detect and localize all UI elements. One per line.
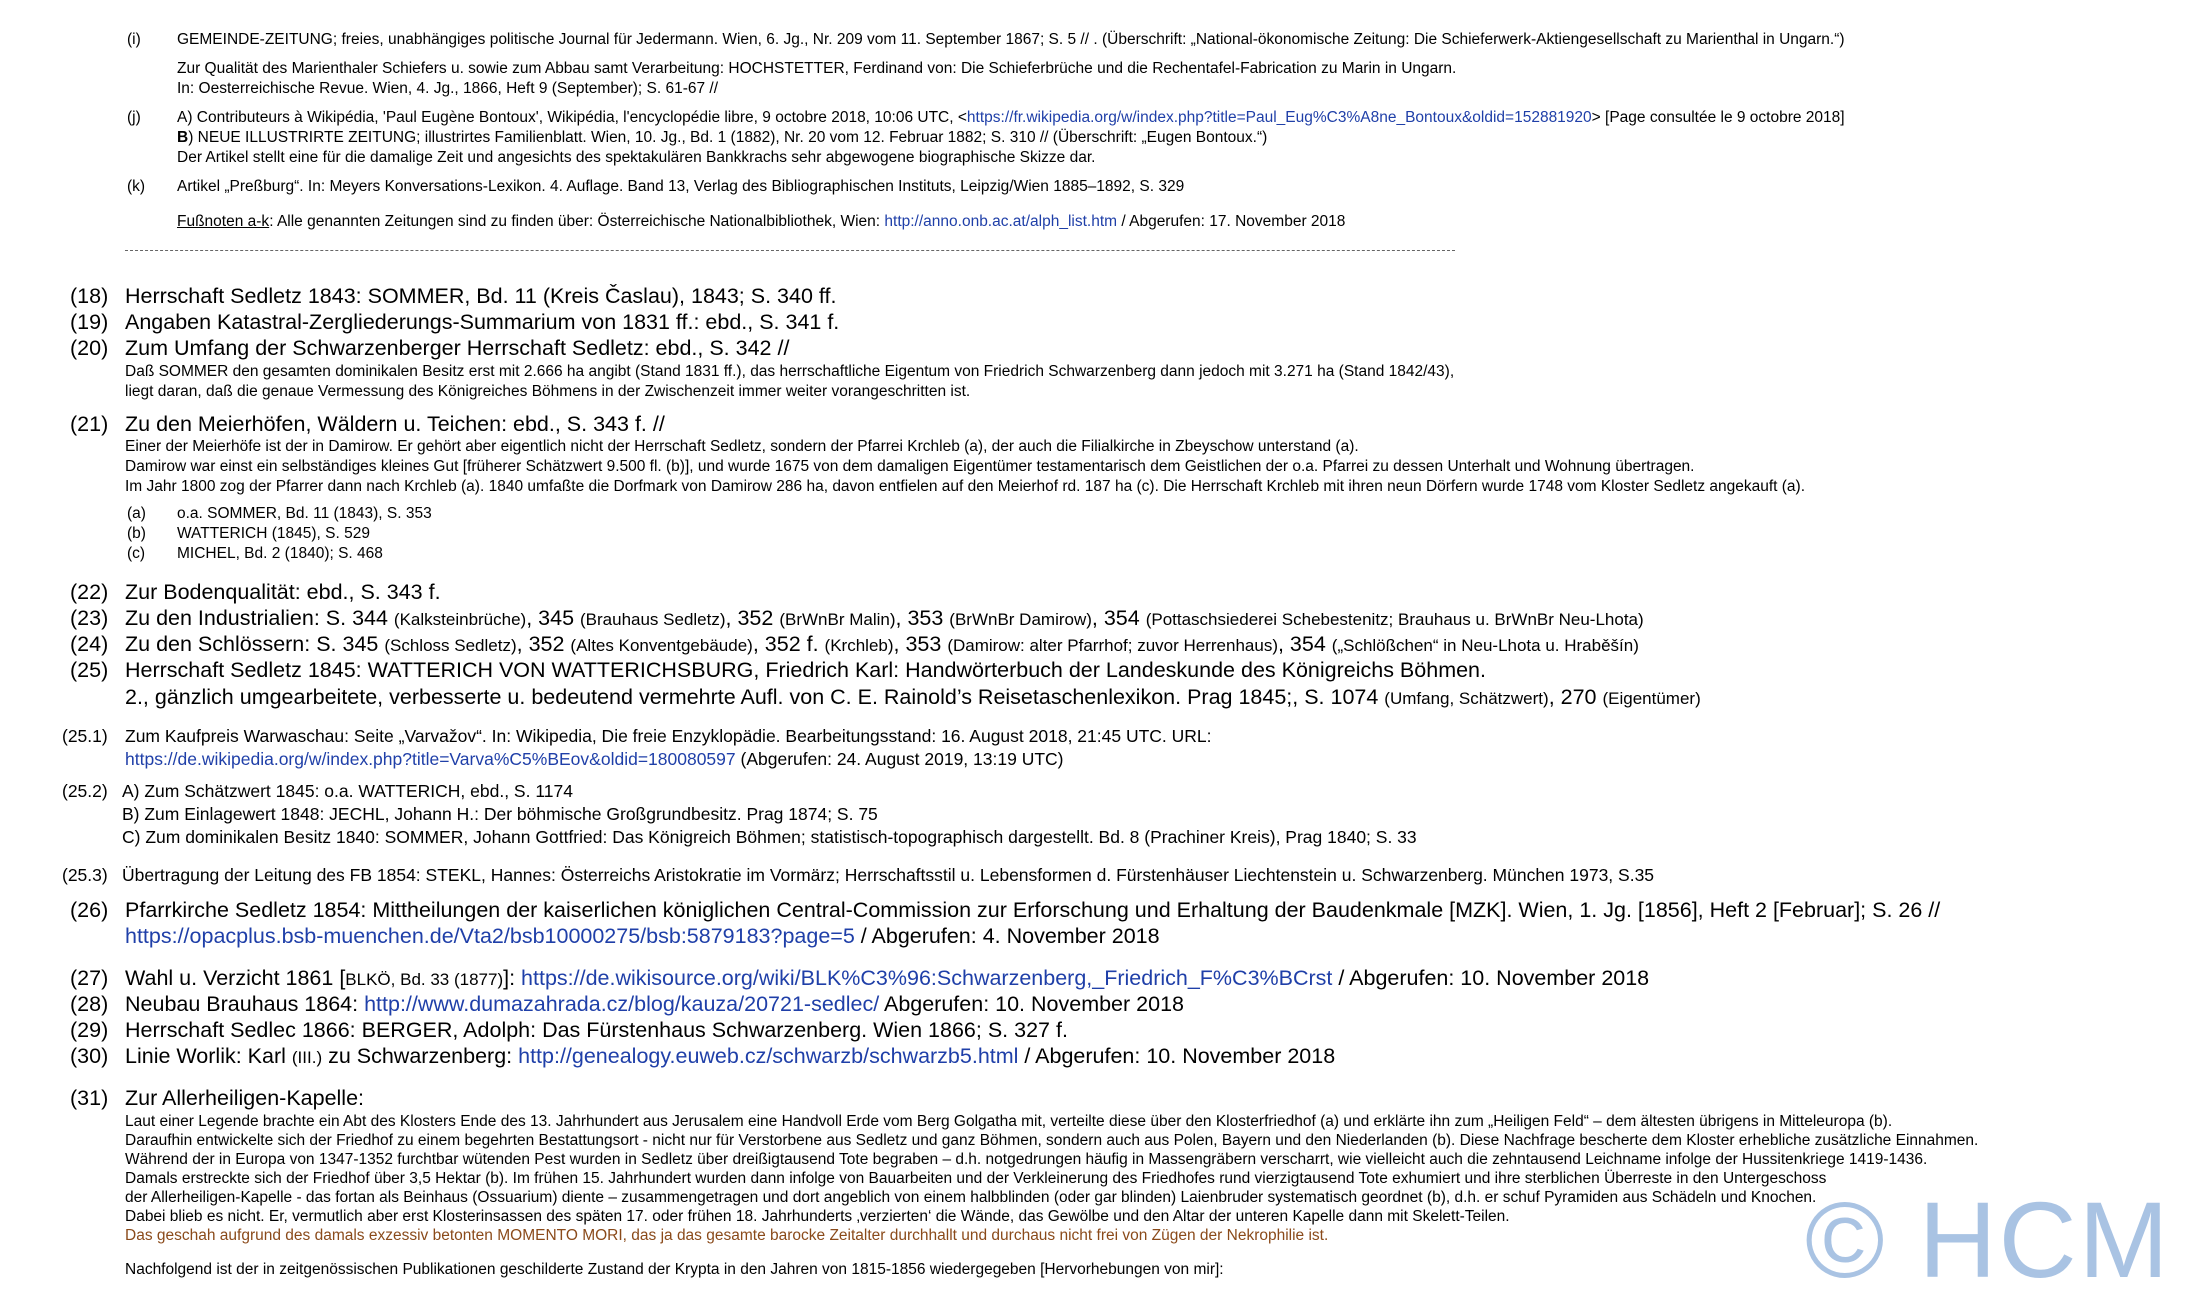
note-text-part: 2., gänzlich umgearbeitete, verbesserte u. bedeutend vermehrte Aufl. von C. E. Rainold’s Reisetaschenlexikon. Prag 1845;, S. 1074 (125, 685, 1385, 709)
note-20-detail: liegt daran, daß die genaue Vermessung des Königreiches Böhmens in der Zwischenzeit immer weiter vorangeschritten ist. (125, 383, 971, 400)
note-detail-small: (Krchleb) (824, 636, 894, 655)
footnote-text (177, 128, 1267, 148)
footnote-label: (j) (127, 109, 141, 126)
note-detail-small: (BrWnBr Malin) (779, 610, 896, 629)
note-25-1-text: Zum Kaufpreis Warwaschau: Seite „Varvažov“. In: Wikipedia, Die freie Enzyklopädie. Bearbeitungsstand: 16. August 2018, 21:45 UTC. URL: (125, 726, 1212, 746)
note-number: (19) (70, 310, 109, 334)
wikipedia-fr-link[interactable]: https://fr.wikipedia.org/w/index.php?title=Paul_Eug%C3%A8ne_Bontoux&oldid=152881920 (966, 109, 1592, 126)
note-detail-small: BLKÖ, Bd. 33 (1877) (345, 970, 504, 989)
note-number: (22) (70, 580, 109, 604)
note-number: (24) (70, 632, 109, 656)
note-number: (25.1) (62, 726, 108, 746)
note-number: (30) (70, 1044, 109, 1068)
note-text-part: (Abgerufen: 24. August 2019, 13:19 UTC) (735, 749, 1064, 769)
footnote-text: Der Artikel stellt eine für die damalige Zeit und angesichts des spektakulären Bankkrachs sehr abgewogene biographische Skizze dar. (177, 149, 1096, 166)
note-text-part: Linie Worlik: Karl (125, 1044, 292, 1068)
note-text-part: , 353 (895, 606, 950, 630)
note-number: (28) (70, 992, 109, 1016)
note-text-part: Zu den Industrialien: S. 344 (125, 606, 394, 630)
note-detail-small: (BrWnBr Damirow) (949, 610, 1092, 629)
note-detail-small: (III.) (291, 1048, 323, 1067)
note-31-highlight: Das geschah aufgrund des damals exzessiv betonten MOMENTO MORI, das ja das gesamte barocke Zeitalter durchhallt und durchaus nicht frei von Zügen der Nekrophilie ist. (125, 1227, 1329, 1244)
note-text-part: Neubau Brauhaus 1864: (125, 992, 365, 1016)
footnote-text (177, 108, 1845, 128)
footnote-text: Artikel „Preßburg“. In: Meyers Konversations-Lexikon. 4. Auflage. Band 13, Verlag des Bibliographischen Instituts, Leipzig/Wien 1885–1892, S. 329 (177, 178, 1185, 195)
note-18-text: Herrschaft Sedletz 1843: SOMMER, Bd. 11 (Kreis Časlau), 1843; S. 340 ff. (125, 284, 837, 308)
note-text-part: ]: (503, 966, 522, 990)
note-31-intro: Nachfolgend ist der in zeitgenössischen Publikationen geschilderte Zustand der Krypta in den Jahren von 1815-1856 wiedergegeben [Hervorhebungen von mir]: (125, 1261, 1224, 1278)
note-31-detail: Damals erstreckte sich der Friedhof über 3,5 Hektar (b). Im frühen 15. Jahrhundert wurden dann infolge von Bauarbeiten und der Verkleinerung des Friedhofes rund vierzigtausend Tote exhumiert und ihre sterblichen Überreste in den Untergeschoss (125, 1170, 1827, 1187)
note-number: (20) (70, 336, 109, 360)
note-31-text: Zur Allerheiligen-Kapelle: (125, 1086, 365, 1110)
note-number: (18) (70, 284, 109, 308)
ref-text: WATTERICH (1845), S. 529 (177, 525, 370, 542)
note-20-text: Zum Umfang der Schwarzenberger Herrschaft Sedletz: ebd., S. 342 // (125, 336, 790, 360)
anno-onb-link[interactable]: http://anno.onb.ac.at/alph_list.htm (884, 213, 1118, 230)
ref-text: o.a. SOMMER, Bd. 11 (1843), S. 353 (177, 505, 432, 522)
note-number: (25.2) (62, 781, 108, 801)
note-26-text: Pfarrkirche Sedletz 1854: Mittheilungen der kaiserlichen königlichen Central-Commission zur Erforschung und Erhaltung der Baudenkmale [MZK]. Wien, 1. Jg. [1856], Heft 2 [Februar]; S. 26 // (125, 898, 1941, 922)
footnote-text: Zur Qualität des Marienthaler Schiefers u. sowie zum Abbau samt Verarbeitung: HOCHSTETTER, Ferdinand von: Die Schieferbrüche und die Rechentafel-Fabrication zu Marin in Ungarn. (177, 60, 1457, 77)
ref-label: (a) (127, 505, 146, 522)
wikisource-link[interactable]: https://de.wikisource.org/wiki/BLK%C3%96:Schwarzenberg,_Friedrich_F%C3%BCrst (521, 966, 1333, 990)
ref-label: (c) (127, 545, 146, 562)
note-25-3-text: Übertragung der Leitung des FB 1854: STEKL, Hannes: Österreichs Aristokratie im Vormärz; Herrschaftsstil u. Lebensformen d. Fürstenhäuser Liechtenstein u. Schwarzenberg. München 1973, S.35 (122, 865, 1655, 885)
note-detail-small: (Pottaschsiederei Schebestenitz; Brauhaus u. BrWnBr Neu-Lhota) (1145, 610, 1644, 629)
ref-label: (b) (127, 525, 146, 542)
ref-text: MICHEL, Bd. 2 (1840); S. 468 (177, 545, 383, 562)
footnote-letter: B (177, 129, 189, 146)
fussnoten-label: Fußnoten a-k (177, 213, 270, 230)
note-21-detail: Damirow war einst ein selbständiges kleines Gut [früherer Schätzwert 9.500 fl. (b)], und wurde 1675 von dem damaligen Eigentümer testamentarisch dem Geistlichen der o.a. Pfarrei zu dessen Unterhalt und Wohnung übertragen. (125, 458, 1695, 475)
dumazahrada-link[interactable]: http://www.dumazahrada.cz/blog/kauza/20721-sedlec/ (364, 992, 880, 1016)
note-23-text (125, 605, 1644, 633)
note-25-1-url-line (125, 750, 1063, 770)
note-22-text: Zur Bodenqualität: ebd., S. 343 f. (125, 580, 441, 604)
note-text-part: , 352 (516, 632, 571, 656)
note-25-text: Herrschaft Sedletz 1845: WATTERICH VON WATTERICHSBURG, Friedrich Karl: Handwörterbuch der Landeskunde des Königreichs Böhmen. (125, 658, 1486, 682)
note-31-detail: Laut einer Legende brachte ein Abt des Klosters Ende des 13. Jahrhundert aus Jerusalem eine Handvoll Erde vom Berg Golgatha mit, verteilte diese über den Klosterfriedhof (a) und erklärte ihn zum „Heiligen Feld“ – dem ältesten übrigens in Mitteleuropa (b). (125, 1113, 1893, 1130)
note-text-part: Wahl u. Verzicht 1861 [ (125, 966, 346, 990)
note-31-detail: der Allerheiligen-Kapelle - das fortan als Beinhaus (Ossuarium) diente – zusammengetragen und dort angeblich von einem halbblinden (oder gar blinden) Laienbruder systematisch geordnet (b), d.h. er schuf Pyramiden aus Schädeln und Knochen. (125, 1189, 1817, 1206)
note-25-2-line: A) Zum Schätzwert 1845: o.a. WATTERICH, ebd., S. 1174 (122, 781, 573, 801)
note-detail-small: (Altes Konventgebäude) (570, 636, 753, 655)
footnote-label: (k) (127, 178, 146, 195)
note-detail-small: (Brauhaus Sedletz) (580, 610, 726, 629)
note-25-text-line2 (125, 684, 1701, 712)
footnote-text-part: > [Page consultée le 9 octobre 2018] (1591, 109, 1845, 126)
note-text-part: Zu den Schlössern: S. 345 (125, 632, 385, 656)
note-detail-small: (Eigentümer) (1602, 689, 1701, 708)
note-25-2-line: C) Zum dominikalen Besitz 1840: SOMMER, Johann Gottfried: Das Königreich Böhmen; statistisch-topographisch dargestellt. Bd. 8 (Prachiner Kreis), Prag 1840; S. 33 (122, 827, 1417, 847)
note-detail-small: (Umfang, Schätzwert) (1384, 689, 1549, 708)
note-31-detail: Daraufhin entwickelte sich der Friedhof zu einem begehrten Bestattungsort - nicht nur für Verstorbene aus Sedletz und ganz Böhmen, sondern auch aus Polen, Bayern und den Niederlanden (b). Diese Nachfrage bescherte dem Kloster erhebliche zusätzliche Einnahmen. (125, 1132, 1979, 1149)
footnote-text-part: A) Contributeurs à Wikipédia, 'Paul Eugène Bontoux', Wikipédia, l'encyclopédie libre, 9 octobre 2018, 10:06 UTC, < (177, 109, 967, 126)
fussnoten-post: / Abgerufen: 17. November 2018 (1117, 213, 1346, 230)
note-21-text: Zu den Meierhöfen, Wäldern u. Teichen: ebd., S. 343 f. // (125, 412, 665, 436)
note-30-text (125, 1043, 1335, 1071)
note-number: (26) (70, 898, 109, 922)
note-27-text (125, 965, 1649, 993)
note-text-part: / Abgerufen: 10. November 2018 (1332, 966, 1650, 990)
note-19-text: Angaben Katastral-Zergliederungs-Summarium von 1831 ff.: ebd., S. 341 f. (125, 310, 840, 334)
note-text-part: , 352 f. (752, 632, 825, 656)
note-21-detail: Einer der Meierhöfe ist der in Damirow. Er gehört aber eigentlich nicht der Herrschaft Sedletz, sondern der Pfarrei Krchleb (a), der auch die Filialkirche in Zbeyschow unterstand (a). (125, 438, 1359, 455)
note-text-part: , 270 (1548, 685, 1603, 709)
note-text-part: , 354 (1277, 632, 1332, 656)
wikipedia-varvazov-link[interactable]: https://de.wikipedia.org/w/index.php?title=Varva%C5%BEov&oldid=180080597 (125, 749, 736, 769)
note-text-part: , 354 (1091, 606, 1146, 630)
note-number: (27) (70, 966, 109, 990)
note-20-detail: Daß SOMMER den gesamten dominikalen Besitz erst mit 2.666 ha angibt (Stand 1831 ff.), das herrschaftliche Eigentum von Friedrich Schwarzenberg dann jedoch mit 3.271 ha (Stand 1842/43), (125, 363, 1455, 380)
note-31-detail: Während der in Europa von 1347-1352 furchtbar wütenden Pest wurden in Sedletz über dreißigtausend Tote begraben – d.h. notgedrungen häufig in Massengräbern verscharrt, wie vielleicht auch die zehntausend Leichname infolge der Hussitenkriege 1419-1436. (125, 1151, 1928, 1168)
note-number: (29) (70, 1018, 109, 1042)
note-21-detail: Im Jahr 1800 zog der Pfarrer dann nach Krchleb (a). 1840 umfaßte die Dorfmark von Damirow 286 ha, davon entfielen auf den Meierhof rd. 187 ha (c). Die Herrschaft Krchleb mit ihren neun Dörfern wurde 1748 vom Kloster Sedletz angekauft (a). (125, 478, 1806, 495)
fussnoten-text: : Alle genannten Zeitungen sind zu finden über: Österreichische Nationalbibliothek, Wien: (269, 213, 885, 230)
footnote-text: GEMEINDE-ZEITUNG; freies, unabhängiges politische Journal für Jedermann. Wien, 6. Jg., Nr. 209 vom 11. September 1867; S. 5 // . (Überschrift: „National-ökonomische Zeitung: Die Schieferwerk-Aktiengesellschaft zu Marienthal in Ungarn.“) (177, 31, 1845, 48)
note-number: (21) (70, 412, 109, 436)
note-detail-small: (Schloss Sedletz) (384, 636, 517, 655)
copyright-watermark: © HCM (1805, 1179, 2171, 1300)
note-number: (23) (70, 606, 109, 630)
footnote-text: In: Oesterreichische Revue. Wien, 4. Jg., 1866, Heft 9 (September); S. 61-67 // (177, 80, 719, 97)
note-text-part: Abgerufen: 10. November 2018 (879, 992, 1184, 1016)
note-26-url-line (125, 923, 1160, 949)
note-24-text (125, 631, 1639, 659)
note-29-text: Herrschaft Sedlec 1866: BERGER, Adolph: Das Fürstenhaus Schwarzenberg. Wien 1866; S. 327 f. (125, 1018, 1068, 1042)
note-number: (31) (70, 1086, 109, 1110)
fussnoten-summary (177, 212, 1345, 232)
genealogy-link[interactable]: http://genealogy.euweb.cz/schwarzb/schwarzb5.html (518, 1044, 1019, 1068)
note-text-part: , 345 (526, 606, 580, 630)
note-detail-small: (Damirow: alter Pfarrhof; zuvor Herrenhaus) (947, 636, 1278, 655)
note-detail-small: („Schlößchen“ in Neu-Lhota u. Hraběšín) (1331, 636, 1639, 655)
footnote-label: (i) (127, 31, 141, 48)
note-detail-small: (Kalksteinbrüche) (393, 610, 527, 629)
note-number: (25) (70, 658, 109, 682)
note-28-text (125, 991, 1184, 1017)
note-text-part: , 352 (725, 606, 780, 630)
footnote-text-part: ) NEUE ILLUSTRIRTE ZEITUNG; illustrirtes Familienblatt. Wien, 10. Jg., Bd. 1 (1882), Nr. 20 vom 12. Februar 1882; S. 310 // (Überschrift: „Eugen Bontoux.“) (188, 129, 1268, 146)
note-25-2-line: B) Zum Einlagewert 1848: JECHL, Johann H.: Der böhmische Großgrundbesitz. Prag 1874; S. 75 (122, 804, 878, 824)
note-text-part: / Abgerufen: 4. November 2018 (854, 924, 1160, 948)
section-divider (125, 250, 1455, 251)
note-text-part: zu Schwarzenberg: (322, 1044, 519, 1068)
bsb-muenchen-link[interactable]: https://opacplus.bsb-muenchen.de/Vta2/bsb10000275/bsb:5879183?page=5 (125, 924, 855, 948)
note-text-part: , 353 (893, 632, 948, 656)
note-number: (25.3) (62, 865, 108, 885)
note-text-part: / Abgerufen: 10. November 2018 (1018, 1044, 1336, 1068)
note-31-detail: Dabei blieb es nicht. Er, vermutlich aber erst Klosterinsassen des späten 17. oder frühen 18. Jahrhunderts ‚verzierten‘ die Wände, das Gewölbe und den Altar der unteren Kapelle dann mit Skelett-Teilen. (125, 1208, 1510, 1225)
